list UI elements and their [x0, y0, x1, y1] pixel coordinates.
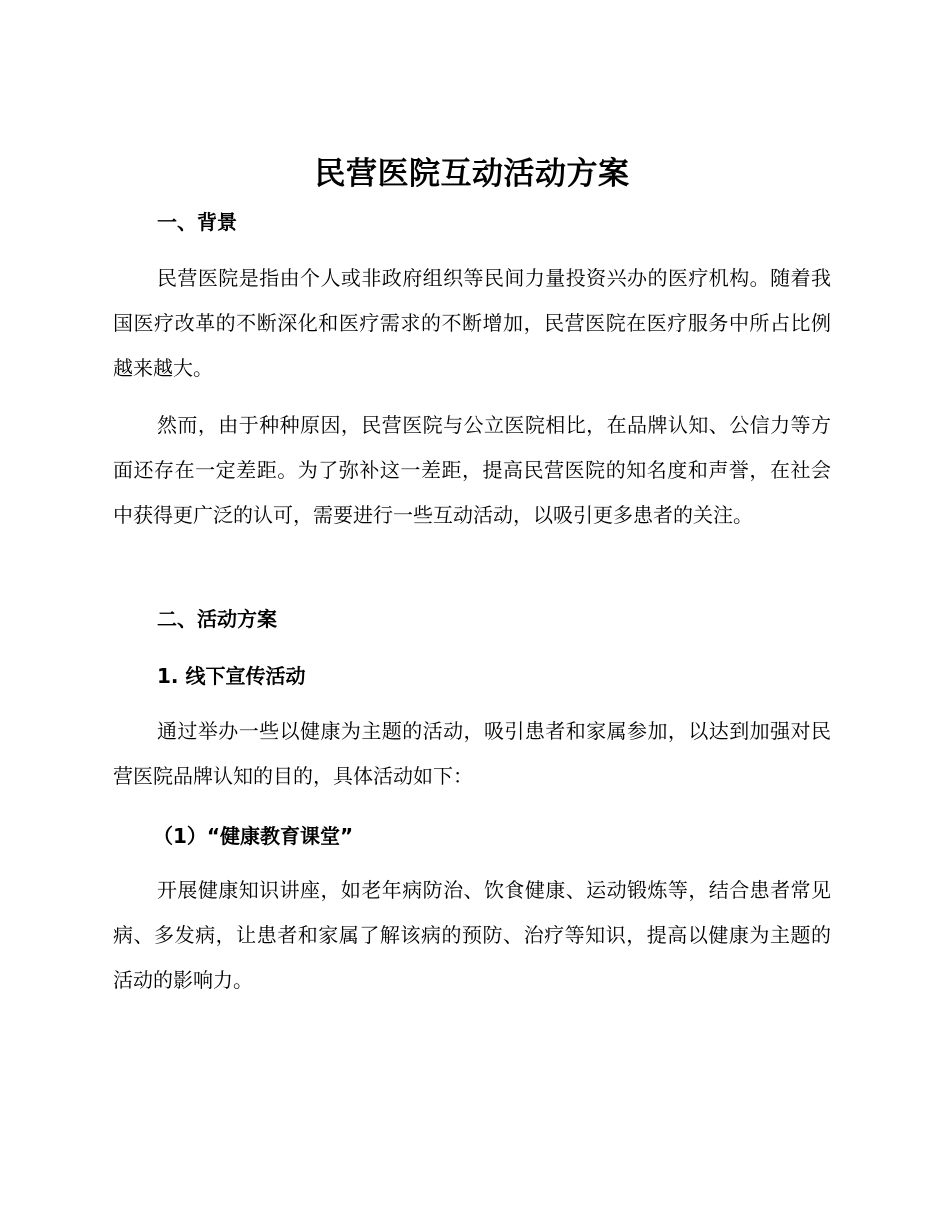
- paragraph-health-class: 开展健康知识讲座，如老年病防治、饮食健康、运动锻炼等，结合患者常见病、多发病，让患者和家属了解该病的预防、治疗等知识，提高以健康为主题的活动的影响力。: [113, 878, 831, 992]
- item-heading-health-class: （1）“健康教育课堂”: [153, 824, 354, 848]
- section-heading-plan: 二、活动方案: [157, 607, 277, 631]
- paragraph-background-2: 然而，由于种种原因，民营医院与公立医院相比，在品牌认知、公信力等方面还存在一定差距。为了弥补这一差距，提高民营医院的知名度和声誉，在社会中获得更广泛的认可，需要进行一些互动活动，以吸引更多患者的关注。: [113, 413, 831, 527]
- paragraph-background-1: 民营医院是指由个人或非政府组织等民间力量投资兴办的医疗机构。随着我国医疗改革的不断深化和医疗需求的不断增加，民营医院在医疗服务中所占比例越来越大。: [113, 266, 831, 380]
- section-heading-background: 一、背景: [157, 210, 237, 234]
- subsection-heading-offline: 1. 线下宣传活动: [157, 664, 306, 688]
- paragraph-offline-intro: 通过举办一些以健康为主题的活动，吸引患者和家属参加，以达到加强对民营医院品牌认知的目的，具体活动如下：: [113, 719, 831, 788]
- document-title: 民营医院互动活动方案: [314, 156, 630, 192]
